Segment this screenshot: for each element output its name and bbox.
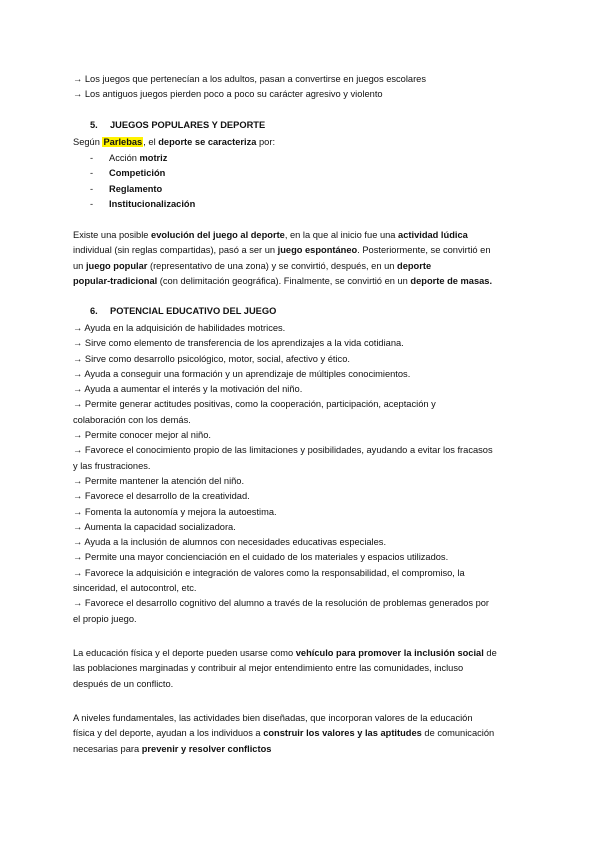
section-5-intro	[73, 135, 535, 150]
text-run: después de un conflicto.	[73, 678, 174, 689]
characteristics-list	[90, 151, 195, 212]
list-line: → Favorece la adquisición e integración de valores como la responsabilidad, el compromiso, la	[73, 567, 465, 578]
list-line: → Ayuda en la adquisición de habilidades motrices.	[73, 323, 286, 333]
bold-run: Institucionalización	[109, 198, 196, 209]
text-run: necesarias para	[73, 743, 142, 754]
list-line: → Permite una mayor concienciación en el cuidado de los materiales y espacios utilizados.	[73, 552, 449, 563]
text-run: , en la que al inicio fue una	[284, 230, 399, 240]
text-run: de	[483, 648, 497, 658]
text-run: individual (sin reglas compartidas), pasó a ser un	[73, 245, 278, 256]
paragraph-line	[73, 726, 535, 741]
highlighted-author: Parlebas	[103, 137, 143, 147]
paragraph-line	[73, 274, 535, 289]
educational-potential-list	[73, 321, 535, 627]
dash-marker: -	[90, 153, 94, 163]
section-number: 6.	[90, 306, 98, 316]
list-line: → Aumenta la capacidad socializadora.	[73, 521, 236, 532]
list-line: → Favorece el conocimiento propio de las limitaciones y posibilidades, ayudando a evitar los fracasos	[73, 445, 493, 456]
text-run: las poblaciones marginadas y contribuir al mejor entendimiento entre las comunidades, incluso	[73, 663, 464, 674]
bold-run: deporte de masas.	[410, 275, 493, 286]
paragraph-line	[73, 646, 535, 661]
paragraph-line	[73, 228, 535, 243]
text-run: , el	[143, 137, 159, 147]
list-line: → Ayuda a la inclusión de alumnos con necesidades educativas especiales.	[73, 537, 387, 548]
text-run: por:	[256, 137, 276, 147]
bold-run: juego espontáneo	[277, 245, 358, 256]
list-line: → Favorece el desarrollo de la creatividad.	[73, 491, 250, 502]
section-title: POTENCIAL EDUCATIVO DEL JUEGO	[110, 306, 277, 316]
bold-run: Reglamento	[109, 183, 163, 194]
paragraph-line	[73, 661, 535, 676]
list-line: → Favorece el desarrollo cognitivo del alumno a través de la resolución de problemas generados por	[73, 598, 490, 609]
bold-run: actividad lúdica	[398, 230, 468, 240]
list-item	[90, 151, 195, 166]
list-line: → Permite generar actitudes positivas, como la cooperación, participación, aceptación y	[73, 399, 436, 410]
list-line: el propio juego.	[73, 613, 137, 624]
text-run: Acción	[109, 153, 140, 163]
list-line: → Permite conocer mejor al niño.	[73, 430, 211, 441]
section-6-heading	[90, 306, 276, 316]
list-line: sinceridad, el autocontrol, etc.	[73, 583, 197, 594]
intro-sentence	[73, 135, 535, 150]
paragraph-line	[73, 711, 535, 726]
text-run: A niveles fundamentales, las actividades bien diseñadas, que incorporan valores de la educación	[73, 713, 473, 723]
dash-marker: -	[90, 198, 94, 209]
dash-marker: -	[90, 168, 94, 179]
bold-run: deporte	[397, 260, 432, 271]
list-line: → Ayuda a aumentar el interés y la motivación del niño.	[73, 384, 303, 395]
intro-lines	[73, 72, 535, 103]
text-run: . Posteriormente, se convirtió en	[357, 245, 491, 256]
text-run: Según	[73, 137, 103, 147]
list-line: y las frustraciones.	[73, 460, 151, 471]
bold-run: juego popular	[85, 260, 148, 271]
bold-run: evolución del juego al deporte	[151, 230, 285, 240]
inclusion-paragraph	[73, 646, 535, 692]
section-5-heading	[90, 120, 265, 130]
list-line: → Fomenta la autonomía y mejora la autoestima.	[73, 506, 277, 517]
bold-run: motriz	[139, 153, 168, 163]
bold-run: vehículo para promover la inclusión social	[295, 648, 484, 658]
text-run: (con delimitación geográfica). Finalmente, se convirtió en un	[157, 275, 411, 286]
text-run: de comunicación	[421, 728, 495, 739]
list-line: colaboración con los demás.	[73, 414, 191, 425]
paragraph-line	[73, 742, 535, 757]
dash-marker: -	[90, 183, 94, 194]
text-run: La educación física y el deporte pueden usarse como	[73, 648, 296, 658]
text-run: (representativo de una zona) y se convirtió, después, en un	[147, 260, 398, 271]
bold-run: popular-tradicional	[73, 275, 158, 286]
list-line: → Ayuda a conseguir una formación y un aprendizaje de múltiples conocimientos.	[73, 368, 411, 379]
bold-run: deporte se caracteriza	[158, 137, 257, 147]
list-line: → Sirve como desarrollo psicológico, motor, social, afectivo y ético.	[73, 353, 350, 364]
text-run: física y del deporte, ayudan a los individuos a	[73, 728, 264, 739]
text-run: Existe una posible	[73, 230, 152, 240]
paragraph-line	[73, 243, 535, 258]
list-line: → Sirve como elemento de transferencia de los aprendizajes a la vida cotidiana.	[73, 338, 404, 349]
bold-run: Competición	[109, 168, 166, 179]
list-item	[90, 166, 195, 181]
bold-run: construir los valores y las aptitudes	[263, 728, 422, 739]
bold-run: prevenir y resolver conflictos	[141, 743, 272, 754]
paragraph-line	[73, 259, 535, 274]
text-run: un	[73, 260, 86, 271]
intro-line: → Los antiguos juegos pierden poco a poco su carácter agresivo y violento	[73, 89, 383, 100]
paragraph-line	[73, 677, 535, 692]
section-title: JUEGOS POPULARES Y DEPORTE	[110, 120, 266, 130]
list-item	[90, 197, 195, 212]
section-number: 5.	[90, 120, 98, 130]
list-item	[90, 182, 195, 197]
intro-line: → Los juegos que pertenecían a los adultos, pasan a convertirse en juegos escolares	[73, 74, 426, 84]
values-paragraph	[73, 711, 535, 757]
list-line: → Permite mantener la atención del niño.	[73, 475, 245, 486]
evolution-paragraph	[73, 228, 535, 289]
